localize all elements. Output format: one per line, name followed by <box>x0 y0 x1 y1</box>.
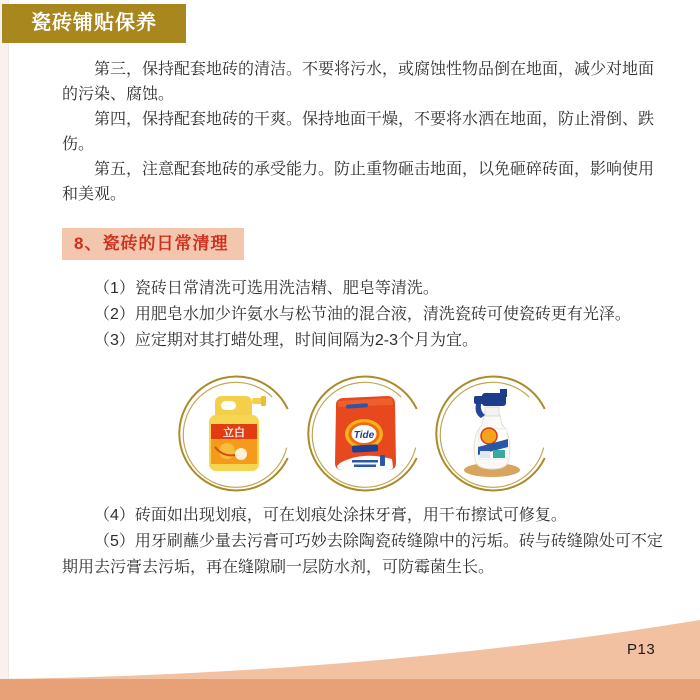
liby-detergent-image <box>173 371 297 495</box>
spray-cleaner-image <box>430 371 554 495</box>
cleaning-tips-list-top <box>62 276 674 354</box>
left-edge-strip <box>0 0 9 700</box>
product-circle-tide <box>302 371 426 495</box>
page-title-banner <box>2 4 186 43</box>
page-title: 瓷砖铺贴保养 <box>31 12 157 34</box>
tide-brand-label: Tide <box>353 430 375 441</box>
body-paragraph: 第五，注意配套地砖的承受能力。防止重物砸击地面，以免砸碎砖面，影响使用和美观。 <box>62 161 655 203</box>
footer-strip <box>0 679 700 700</box>
liby-bottle <box>209 396 266 471</box>
body-paragraph: 第四，保持配套地砖的干爽。保持地面干燥，不要将水洒在地面，防止滑倒、跌伤。 <box>62 111 655 153</box>
section-heading: 8、瓷砖的日常清理 <box>62 228 244 260</box>
list-item: （2）用肥皂水加少许氨水与松节油的混合液，清洗瓷砖可使瓷砖更有光泽。 <box>94 306 631 323</box>
body-paragraphs <box>62 57 662 207</box>
spray-bottle <box>464 389 520 477</box>
tide-detergent-image <box>302 371 426 495</box>
page-number: P13 <box>627 641 656 658</box>
list-item: （1）瓷砖日常清洗可选用洗洁精、肥皂等清洗。 <box>94 280 439 297</box>
liby-brand-label: 立白 <box>223 427 245 439</box>
footer-decoration <box>0 610 700 700</box>
product-circle-liby <box>173 371 297 495</box>
body-paragraph: 第三，保持配套地砖的清洁。不要将污水，或腐蚀性物品倒在地面，减少对地面的污染、腐蚀。 <box>62 61 655 103</box>
list-item: （3）应定期对其打蜡处理，时间间隔为2-3个月为宜。 <box>94 332 479 349</box>
list-item: （5）用牙刷蘸少量去污膏可巧妙去除陶瓷砖缝隙中的污垢。砖与砖缝隙处可不定期用去污膏去污垢，再在缝隙刷一层防水剂，可防霉菌生长。 <box>62 533 663 576</box>
footer-wave <box>0 620 700 679</box>
tide-bag <box>335 396 396 470</box>
list-item: （4）砖面如出现划痕，可在划痕处涂抹牙膏，用干布擦试可修复。 <box>94 507 567 524</box>
cleaning-tips-list-bottom <box>62 503 674 581</box>
product-circle-spray <box>430 371 554 495</box>
